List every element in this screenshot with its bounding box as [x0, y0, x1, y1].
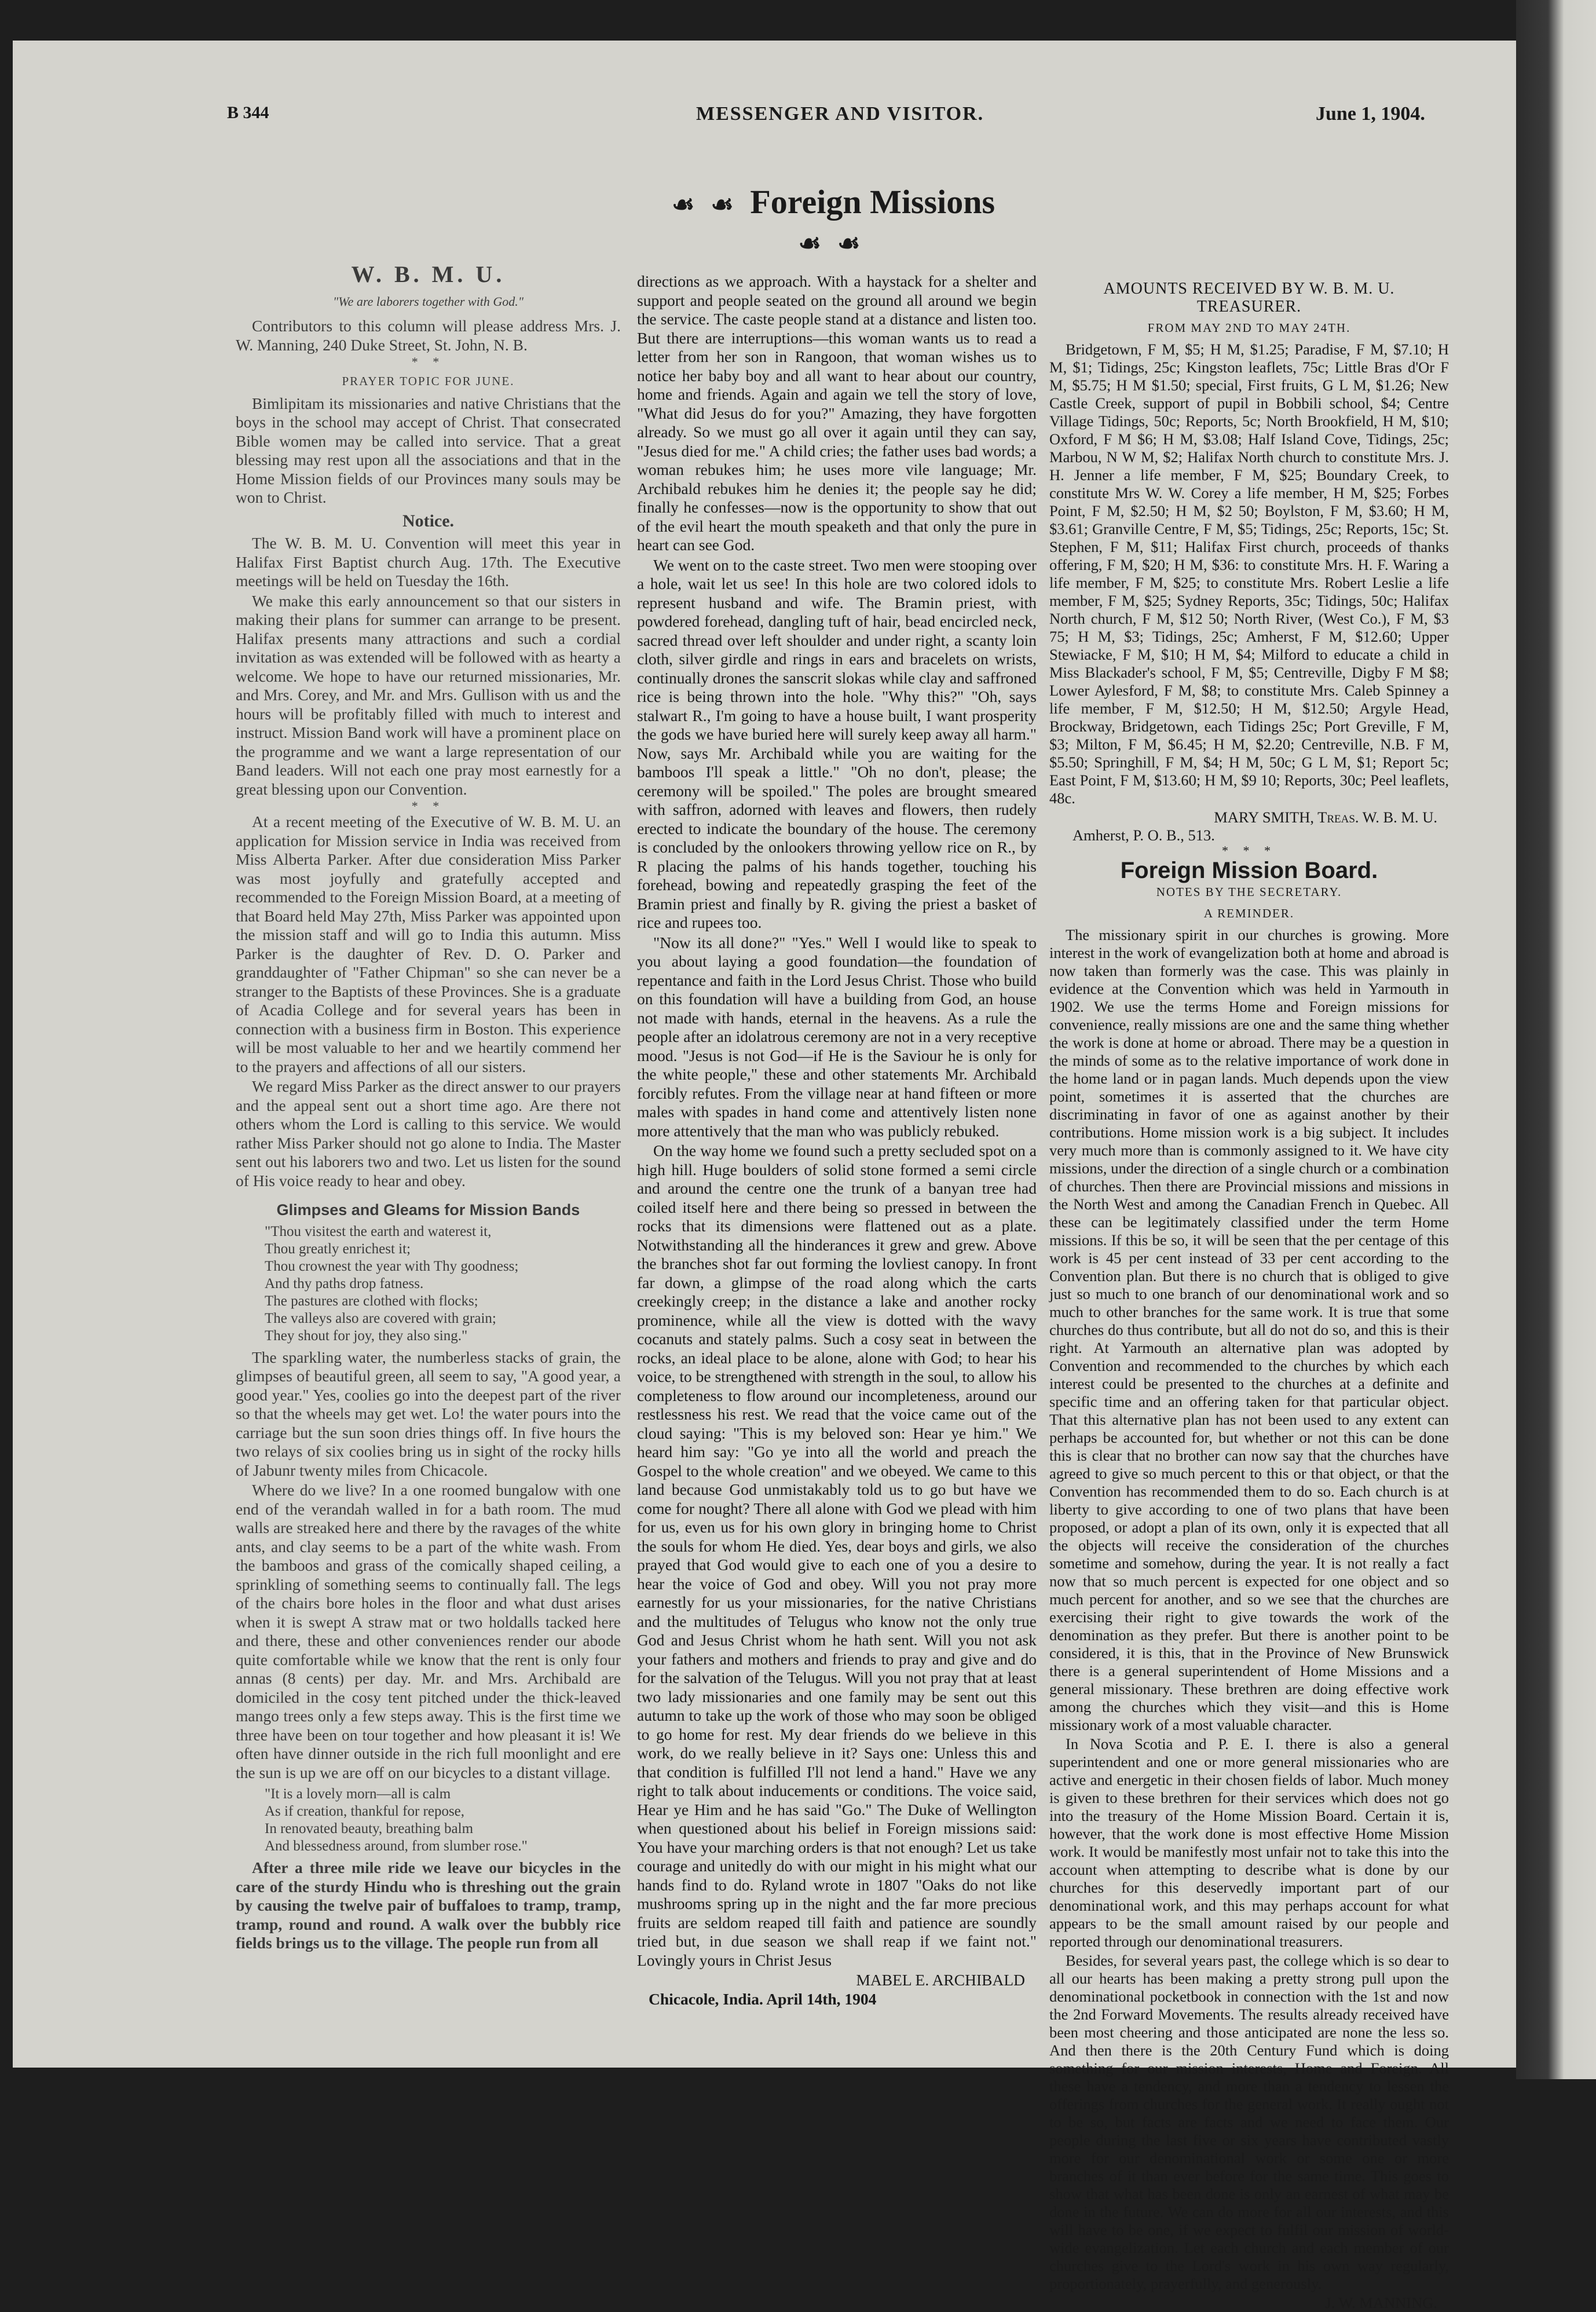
separator-stars: * *: [411, 799, 445, 813]
column-board: [1049, 275, 1449, 2312]
glimpse-paragraph: The sparkling water, the numberless stacks of grain, the glimpses of beautiful green, all seem to say, "A good year, a good year." Yes, coolies go into the deepest part of the river so that the wheels may get wet. Lo! the water pours into the carriage but the sun soon dries things off. In five hours the two relays of six coolies bring us in sight of the rocky hills of Jabunr twenty miles from Chicacole.: [236, 1348, 621, 1479]
parker-paragraph: We regard Miss Parker as the direct answer to our prayers and the appeal sent out a short time ago. Are there not others whom the Lord is calling to this service. We would rather Miss Parker should not go alone to India. The Master sent out his laborers two and two. Let us listen for the sound of His voice ready to hear and obey.: [236, 1077, 621, 1190]
page-number: B 344: [227, 103, 269, 122]
column-letter: [637, 272, 1037, 2009]
letter-paragraph: We went on to the caste street. Two men were stooping over a hole, wait let us see! In this hole are two colored idols to represent husband and wife. The Bramin priest, with powdered forehead, dangling tuft of hair, bead encircled neck, sacred thread over left shoulder and under right, a scanty loin cloth, silver girdle and rings in ears and bracelets on wrists, continually drones the sanscrit slokas while clay and saffroned rice is being thrown into the hole. "Why this?" "Oh, says stalwart R., I'm going to have a house built, I want prosperity the gods we have buried here will surely keep away all harm." Now, says Mr. Archibald while you are waiting for the bamboos I'll speak a little." "Oh no don't, please; the ceremony will be spoiled." The poles are brought smeared with saffron, adorned with leaves and flowers, then rudely erected to indicate the boundary of the house. The ceremony is concluded by the onlookers throwing yellow rice on R., by R placing the palms of his hands together, touching his forehead, bowing and repeatedly grasping the feet of the Bramin priest and finally by R. giving the priest a basket of rice and rupees too.: [637, 555, 1037, 931]
glimpse-paragraph: After a three mile ride we leave our bicycles in the care of the sturdy Hindu who is threshing out the grain by causing the twelve pair of buffaloes to tramp, tramp, tramp, round and round. A walk over the bubbly rice fields brings us to the village. The people run from all: [236, 1859, 621, 1952]
notice-heading: Notice.: [402, 511, 455, 531]
prayer-topic-heading: PRAYER TOPIC FOR JUNE.: [342, 374, 515, 388]
binding-gutter: [1516, 0, 1596, 2079]
contributors-note: Contributors to this column will please address Mrs. J. W. Manning, 240 Duke Street, St. John, N. B.: [236, 317, 621, 354]
treasurer-signature: MARY SMITH, Treas. W. B. M. U.: [1214, 809, 1437, 826]
ornament-icon: ☙: [671, 191, 695, 219]
letter-paragraph: directions as we approach. With a haystack for a shelter and support and people seated on the ground all around we begin the service. The caste people stand at a distance and listen too. But there are interruptions—this woman wants us to read a letter from her son in Rangoon, that woman wishes us to notice her baby boy and all want to hear about our country, home and friends. Again and again we tell the story of love, "What did Jesus do for you?" Amazing, they have forgotten already. So we must go all over it again until they can say, "Jesus died for me." A child cries; the father uses bad words; a woman rebukes him; he uses more vile language; Mr. Archibald rebukes him he denies it; the people say he did; finally he confesses—now is the opportunity to show that out of the evil heart the mouth speaketh and that only the pure in heart can see God.: [637, 272, 1037, 554]
ornament-icon: ☙: [711, 191, 734, 219]
amounts-heading: AMOUNTS RECEIVED BY W. B. M. U. TREASURER.: [1103, 280, 1395, 316]
treasurer-address: Amherst, P. O. B., 513.: [1072, 826, 1215, 844]
separator-stars: * *: [411, 354, 445, 369]
wbmu-heading: W. B. M. U.: [351, 261, 506, 287]
secretary-notes: NOTES BY THE SECRETARY.: [1156, 885, 1342, 899]
board-paragraph: In Nova Scotia and P. E. I. there is also a general superintendent and one or more general missionaries who are active and energetic in their chosen fields of labor. Much money is given to these brethren for their services which does not go into the treasury of the Home Mission Board. Certain it is, however, that the work done is most effective Home Mission work. It would be manifestly most unfair not to take this into the account when attempting to describe what is done by our churches for this deservedly important part of our denominational work, and this may perhaps account for what appears to be the small amount raised by our people and reported through our denominational treasurers.: [1049, 1735, 1449, 1950]
newspaper-page: [13, 41, 1516, 2311]
wbmu-motto: "We are laborers together with God.": [333, 294, 524, 309]
paper-title: MESSENGER AND VISITOR.: [696, 103, 984, 125]
section-title-text: Foreign Missions: [750, 183, 995, 221]
glimpse-paragraph: Where do we live? In a one roomed bungalow with one end of the verandah walled in for a bath room. The mud walls are streaked here and there by the ravages of the white ants, and clay seems to be a part of the white wash. From the bamboos and grass of the comically shaped ceiling, a sprinkling of something seems to continually fall. The legs of the chairs bore holes in the floor and what dust arises when it is swept A straw mat or two holdalls tacked here and there, these and other conveniences render our abode quite comfortable while we know that the rent is only four annas (8 cents) per day. Mr. and Mrs. Archibald are domiciled in the cosy tent pitched under the thick-leaved mango trees only a few steps away. This is the first time we three have been on tour together and how pleasant it is! We often have dinner outside in the rich full moonlight and ere the sun is up we are off on our bicycles to a distant village.: [236, 1481, 621, 1781]
board-signature: J. W. MANNING.: [1325, 2294, 1437, 2311]
parker-paragraph: At a recent meeting of the Executive of W. B. M. U. an application for Mission service in India was received from Miss Alberta Parker. After due consideration Miss Parker was most joyfully and gratefully accepted and recommended to the Foreign Mission Board, at a meeting of that Board held May 27th, Miss Parker was appointed upon the mission staff and will go to India this autumn. Miss Parker is the daughter of Rev. D. O. Parker and granddaughter of "Father Chipman" so she can never be a stranger to the Baptists of these Provinces. She is a graduate of Acadia College and for several years has been in connection with a business firm in Boston. This experience will be most valuable to her and we heartily commend her to the prayers and affections of all our sisters.: [236, 813, 621, 1075]
notice-paragraph: We make this early announcement so that our sisters in making their plans for summer can arrange to be present. Halifax presents many attractions and such a cordial invitation as was extended will be followed with as hearty a welcome. We hope to have our returned missionaries, Mr. and Mrs. Corey, and Mr. and Mrs. Gullison with us and the hours will be profitably filled with much to interest and instruct. Mission Band work will have a prominent place on the programme and we want a large representation of our Band leaders. Will not each one pray most earnestly for a great blessing upon our Convention.: [236, 591, 621, 798]
letter-signature: MABEL E. ARCHIBALD: [856, 1971, 1025, 1989]
separator-stars: * * *: [1222, 843, 1276, 858]
prayer-topic-text: Bimlipitam its missionaries and native Christians that the boys in the school may accept of Christ. That consecrated Bible women may be called into service. That a great blessing may rest upon all the associations and that in the Home Mission fields of our Provinces many souls may be won to Christ.: [236, 394, 621, 506]
glimpses-heading: Glimpses and Gleams for Mission Bands: [276, 1201, 580, 1219]
issue-date: June 1, 1904.: [1316, 103, 1425, 125]
ornament-icon: ☙: [798, 229, 821, 258]
board-paragraph: The missionary spirit in our churches is growing. More interest in the work of evangelization both at home and abroad is now taken than formerly was the case. This was plainly in evidence at the Convention which was held in Yarmouth in 1902. We use the terms Home and Foreign missions for convenience, really missions are one and the same thing whether the work is done at home or abroad. There may be a question in the minds of some as to the relative importance of work done in the home land or in pagan lands. Much depends upon the view point, sometimes it is asserted that the churches are discriminating in favor of one as against another by their contributions. Home mission work is a big subject. It includes very much more than is commonly assigned to it. We have city missions, under the direction of a single church or a combination of churches. Then there are Provincial missions and missions in the North West and among the Canadian French in Quebec. All these can be legitimately classified under the term Home missions. If this be so, it will be seen that the per centage of this work is 45 per cent instead of 33 per cent according to the Convention plan. But there is no church that is obliged to give just so much to one branch of our denominational work and so much to other branches for the same work. It is true that some churches do thus contribute, but all do not do so, and this is their right. At Yarmouth an alternative plan was adopted by Convention and recommended to the churches by which each interest could be presented to the churches at a definite and specific time and an offering taken for that particular object. That this alternative plan has not been used to any extent can perhaps be accounted for, but whether or not this can be done this is clear that no brother can now say that the churches have agreed to give so much percent to this or that object, or that the Convention has recommended them to do so. Each church is at liberty to give according to one of two plans that have been proposed, or adopt a plan of its own, only it is expected that all the objects will receive the consideration of the churches sometime and somehow, during the year. It is not really a fact now that so much percent is expected for one object and so much percent for another, and so we see that the churches are exercising their right to give towards the work of the denomination as they prefer. But there is another point to be considered, it is this, that in the Province of New Brunswick there is a general superintendent of Home Missions and a general missionary. These brethren are doing effective work among the churches which they visit—and this is Home missionary work of a most valuable character.: [1049, 926, 1449, 1733]
letter-paragraph: On the way home we found such a pretty secluded spot on a high hill. Huge boulders of solid stone formed a semi circle and around the centre one the trunk of a banyan tree had coiled itself here and there being so pressed in between the rocks that its dimensions were flattened out as a plate. Notwithstanding all the hinderances it grew and grew. Above the branches shot far out forming the lovliest canopy. In front far down, a glimpse of the road along which the carts creekingly creep; in the distance a lake and another rocky prominence, while all the view is dotted with the wavy cocanuts and stately palms. Such a cosy seat in between the rocks, an ideal place to be alone, alone with God; to hear his voice, to be strengthened with strength in the soul, to allow his completeness to flow around our incompleteness, around our restlessness his rest. We read that the voice came out of the cloud saying: "This is my beloved son: Hear ye him." We heard him say: "Go ye into all the world and preach the Gospel to the whole creation" and we obeyed. We came to this land because God unmistakably told us to go but have we come for nought? There all alone with God we plead with him for us, even us for his own glory in bringing home to Christ the souls for whom He died. Yes, dear boys and girls, we also prayed that God would give to each one of you a desire to hear the voice of God and obey. Will you not pray more earnestly for us your missionaries, for the native Christians and the multitudes of Telugus who know not the only true God and Jesus Christ whom he hath sent. Will you not ask your fathers and mothers and friends to pray and give and do for the salvation of the Telugus. Will you not pray that at least two lady missionaries and one family may be sent out this autumn to take up the work of those who may soon be obliged to go home for rest. My dear friends do we believe in this work, do we really believe in it? Says one: Unless this and that condition is fulfilled I'll not lend a hand." Have we any right to talk about inducements or conditions. The voice said, Hear ye Him and he has said "Go." The Duke of Wellington when questioned about his belief in Foreign missions said: You have your marching orders is that not enough? Let us take courage and unitedly do with our might in his might what our hands find to do. Ryland wrote in 1807 "Oaks do not like mushrooms spring up in the night and the far more precious fruits are seldom reaped till faith and patience are soundly tried but, in due season we shall reap if we faint not." Lovingly yours in Christ Jesus: [637, 1142, 1037, 1969]
section-title: [627, 182, 1032, 260]
ornament-icon: ☙: [837, 229, 861, 258]
amounts-date-range: FROM MAY 2ND TO MAY 24TH.: [1147, 321, 1351, 335]
poem-verse: "It is a lovely morn—all is calm As if creation, thankful for repose, In renovated beauty, breathing balm And blessedness around, from slumber rose.": [265, 1786, 528, 1854]
letter-paragraph: "Now its all done?" "Yes." Well I would like to speak to you about laying a good foundation—the foundation of repentance and faith in the Lord Jesus Christ. Those who build on this foundation will have a building from God, an house not made with hands, eternal in the heavens. As a rule the people after an idolatrous ceremony are not in a very receptive mood. "Jesus is not God—if He is the Saviour he is only for the white people," these and other statements Mr. Archibald forcibly refutes. From the village near at hand fifteen or more males with spades in hand come and attentively listen none more attentively that the man who was publicly rebuked.: [637, 933, 1037, 1140]
reminder-heading: A REMINDER.: [1203, 906, 1295, 920]
psalm-verse: "Thou visitest the earth and waterest it, Thou greatly enrichest it; Thou crownest the year with Thy goodness; And thy paths drop fatness. The pastures are clothed with flocks; The valleys also are covered with grain; They shout for joy, they also sing.": [265, 1223, 519, 1344]
notice-paragraph: The W. B. M. U. Convention will meet this year in Halifax First Baptist church Aug. 17th. The Executive meetings will be held on Tuesday the 16th.: [236, 534, 621, 590]
column-wbmu: [236, 261, 621, 1954]
amounts-list: Bridgetown, F M, $5; H M, $1.25; Paradise, F M, $7.10; H M, $1; Tidings, 25c; Kingston leaflets, 75c; Little Bras d'Or F M, $5.75; H M $1.50; special, First fruits, G L M, $1.26; New Castle Creek, support of pupil in Bobbili school, $4; Centre Village Tidings, 50c; Reports, 5c; North Brookfield, H M, $10; Oxford, F M $6; H M, $3.08; Half Island Cove, Tidings, 25c; Marbou, N W M, $2; Halifax North church to constitute Mrs. J. H. Jenner a life member, F M, $25; Boundary Creek, to constitute Mrs W. W. Corey a life member, H M, $25; Forbes Point, F M, $2.50; H M, $2 50; Boylston, F M, $3.60; H M, $3.61; Granville Centre, F M, $5; Tidings, 25c; Reports, 15c; St. Stephen, F M, $11; Halifax First church, proceeds of thanks offering, F M, $20; H M, $36: to constitute Mrs. H. F. Waring a life member, F M, $25; to constitute Mrs. Robert Leslie a life member, F M, $25; Sydney Reports, 35c; Tidings, 50c; Halifax North church, F M, $12 50; North River, (West Co.), F M, $3 75; H M, $3; Tidings, 25c; Amherst, F M, $12.60; Upper Stewiacke, F M, $10; H M, $4; Milford to educate a child in Miss Blackader's school, F M, $5; Centreville, Digby F M $8; Lower Aylesford, F M, $8; to constitute Mrs. Caleb Spinney a life member, F M, $12.50; H M, $12.50; Argyle Head, Brockway, Bridgetown, each Tidings 25c; Port Greville, F M, $3; Milton, F M, $6.45; H M, $2.20; Centreville, N.B. F M, $5.50; Springhill, F M, $4; H M, 50c; G L M, $1; Report 5c; East Point, F M, $13.60; H M, $9 10; Reports, 30c; Peel leaflets, 48c.: [1049, 341, 1449, 807]
running-header: [13, 103, 1516, 138]
board-heading: Foreign Mission Board.: [1120, 858, 1378, 883]
board-paragraph: Besides, for several years past, the college which is so dear to all our hearts has been making a pretty strong pull upon the denominational pocketbook in connection with the 1st and now the 2nd Forward Movements. The results already received have been most cheering and those anticipated are none the less so. And then there is the 20th Century Fund which is doing something for our mission interests, Home and Foreign. All these have a tendency, and more than a tendency to lessen the offerings from churches for the general work. It really ought not to be so, but facts are facts and we need to face them. Our people during the last five or six years have contributed vastly more for our denominational work or some one or more branches of it than ever before for the same time. This goes to show that what has been done is only an earnest of what may be done in the future. We can do more for all our interests, and this will have to be one, if we expect to fulfil our mission of world-wide evangelization. Let each church and each member of our churches give to the Lord's work in his own way regularly, proportionately, prayerfully, and generously.: [1049, 1952, 1449, 2292]
letter-dateline: Chicacole, India. April 14th, 1904: [649, 1989, 877, 2008]
